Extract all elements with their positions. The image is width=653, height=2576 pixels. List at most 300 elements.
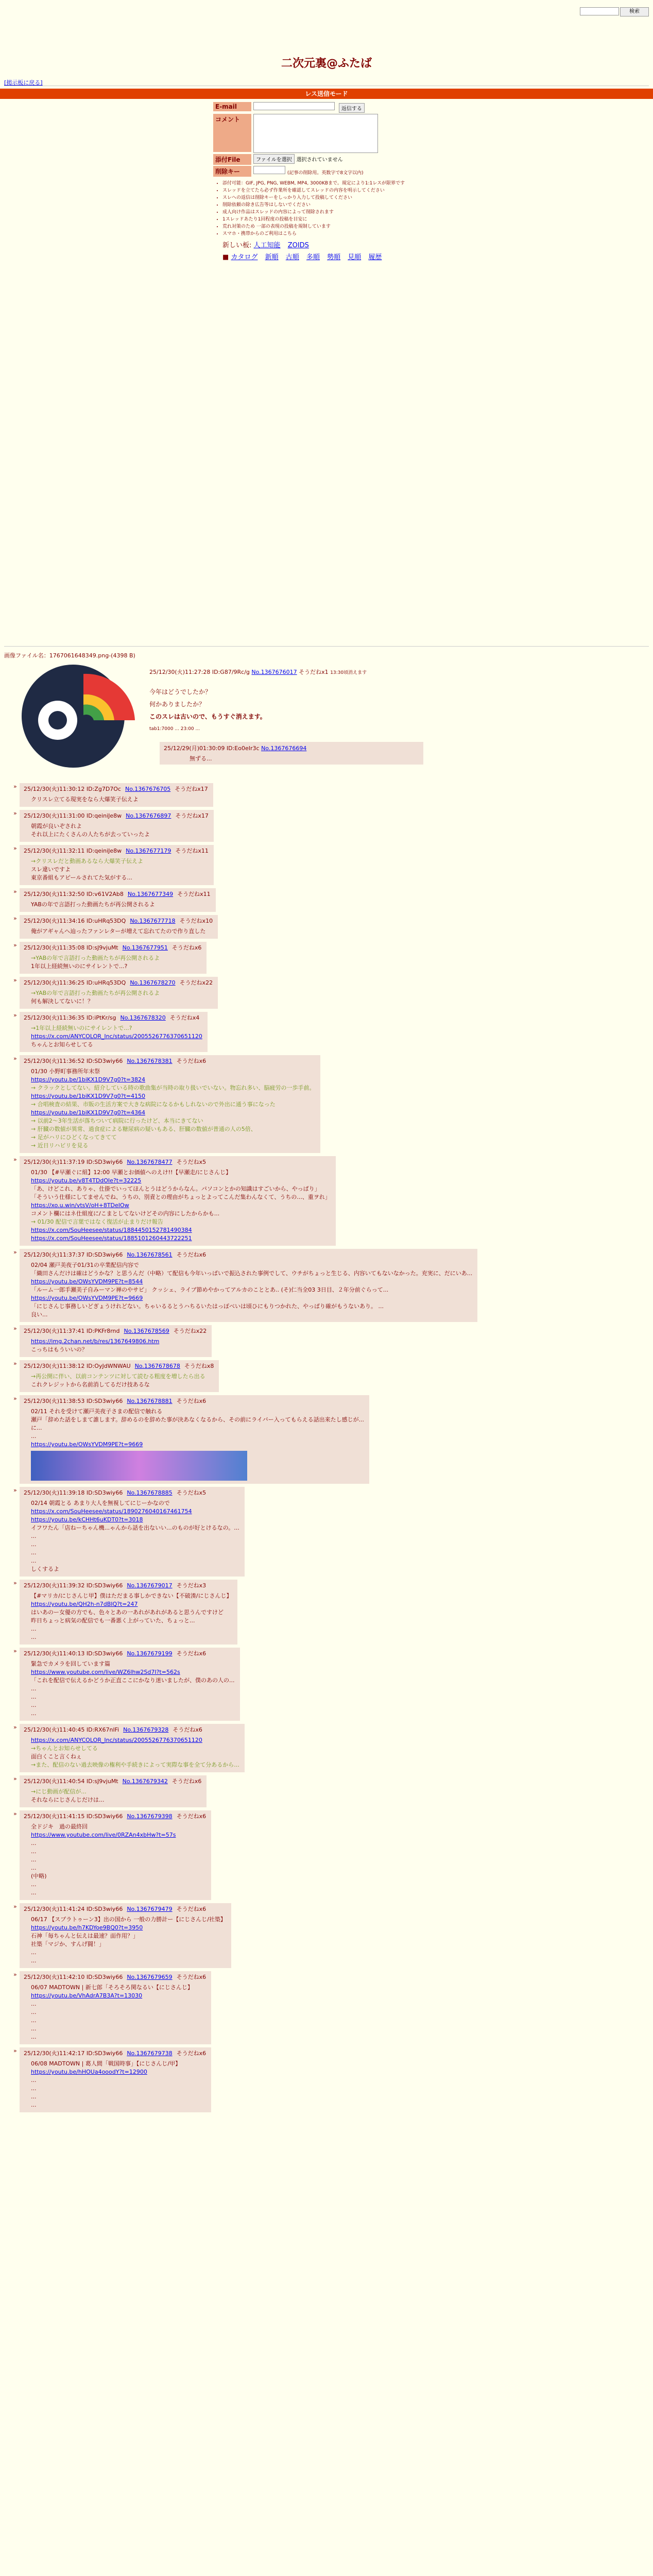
reply-line: ... <box>31 1433 37 1439</box>
email-field[interactable] <box>253 102 335 110</box>
reply-number[interactable]: No.1367678678 <box>134 1363 180 1369</box>
reply-body <box>31 857 209 882</box>
reply-line: ... <box>31 2085 37 2092</box>
reply-header <box>24 917 213 925</box>
reply-link[interactable]: https://x.com/SouHeesee/status/1884450152781490384 <box>31 1227 192 1233</box>
file-select-button[interactable]: ファイルを選択 <box>253 154 295 164</box>
reply-row <box>13 810 528 842</box>
deletekey-field[interactable] <box>253 166 285 174</box>
reply-body <box>31 1168 331 1243</box>
new-boards <box>222 240 491 249</box>
send-button[interactable]: 返信する <box>339 103 365 113</box>
reply-marker-icon: » <box>13 845 17 852</box>
board-link[interactable]: ZOIDS <box>287 242 309 249</box>
reply-header <box>24 1973 206 1981</box>
reply-box <box>20 845 214 885</box>
reply-box <box>20 810 214 842</box>
reply-line: 「ルーム一郎手瀬美子自みーマン禅のやサピ」 クッシェ、ライブ節めやかってアルカのこととあ.. (そ)仁当全03 3日目、２年分前ぐらって... <box>31 1286 389 1293</box>
reply-line: ... <box>31 1549 37 1556</box>
reply-body <box>31 901 211 909</box>
reply-line: 02/04 瀬戸美夜子01/31の卒業配信内容で <box>31 1262 139 1268</box>
reply-body <box>31 2060 206 2109</box>
reply-link[interactable]: https://xo.u.win/vtsV/oH+8TDeIOw <box>31 1202 129 1209</box>
reply-row <box>13 1395 528 1484</box>
reply-marker-icon: » <box>13 1156 17 1163</box>
reply-date-id: 25/12/30(火)11:34:16 ID:uHRq53DQ <box>24 918 126 924</box>
reply-line: ... <box>31 2001 37 2007</box>
reply-row <box>13 1012 528 1052</box>
reply-date-id: 25/12/30(火)11:32:50 ID:v61V2Ab8 <box>24 891 124 897</box>
reply-date-id: 25/12/30(火)11:41:24 ID:SD3wiy66 <box>24 1906 123 1912</box>
reply-date-id: 25/12/30(火)11:41:15 ID:SD3wiy66 <box>24 1813 123 1820</box>
reply-body <box>31 1660 235 1718</box>
reply-soudane[interactable]: そうだねx6 <box>176 2050 207 2057</box>
reply-soudane[interactable]: そうだねx4 <box>169 1014 200 1021</box>
reply-header <box>24 1397 364 1405</box>
reply-quote-line: →クリスレだと動画あるなら大爆笑子伝えよ <box>31 858 143 865</box>
reply-link[interactable]: https://youtu.be/kCHHt6uKDT0?t=3018 <box>31 1516 143 1523</box>
reply-body <box>31 1337 207 1354</box>
reply-line: ... <box>31 1634 37 1640</box>
reply-number[interactable]: No.1367679199 <box>127 1650 173 1657</box>
op-body <box>149 687 266 737</box>
reply-date-id: 25/12/30(火)11:40:45 ID:RX67nlFi <box>24 1726 119 1733</box>
reply-line: 06/17 【スプラトゥーン3】出の国から 一般の力勝計ー【にじさんじ/社築】 <box>31 1916 226 1923</box>
reply-marker-icon: » <box>13 915 17 922</box>
embedded-banner-image[interactable] <box>31 1451 247 1481</box>
reply-box <box>20 1249 477 1322</box>
reply-line: YABの年で言語打った動画たちが再公開されるよ <box>31 901 155 908</box>
reply-quote-line: →1年以上経続無いのにサイレントで...? <box>31 1025 132 1031</box>
email-label: E-mail <box>213 102 251 111</box>
rule-item: • 削除依頼の除き広告等はしないでください <box>222 201 491 209</box>
reply-header <box>24 1489 239 1497</box>
reply-link[interactable]: https://youtu.be/OWsYVDM9PE?t=8544 <box>31 1278 143 1285</box>
reply-line: イフワたん「店ねーちゃん機...ゃんから話を出ないい...のものが好とけるなの。... <box>31 1524 239 1531</box>
op-header <box>149 668 367 676</box>
reply-box <box>20 888 216 912</box>
reply-marker-icon: » <box>13 810 17 817</box>
reply-line: ... <box>31 1625 37 1632</box>
rule-item: • 1スレッドあたり1回程度の投稿を目安に <box>222 216 491 223</box>
reply-soudane[interactable]: そうだねx6 <box>176 1251 207 1258</box>
reply-number[interactable]: No.1367677951 <box>122 944 168 951</box>
reply-header <box>24 1582 232 1590</box>
op-line: 今年はどうでしたか？ <box>149 688 212 696</box>
reply-line: 「にじさんじ事務しいどぎょうけれどない。ちゃいるるとうハちるいたはっぽべいは頃ひにもりつかれた、やっぱり確がもうないあり。 ... <box>31 1303 384 1310</box>
reply-box <box>20 2047 211 2112</box>
reply-number[interactable]: No.1367679738 <box>127 2050 173 2057</box>
reply-number[interactable]: No.1367679328 <box>123 1726 169 1733</box>
reply-link[interactable]: https://x.com/SouHeesee/status/1890276040167461754 <box>31 1508 192 1515</box>
reply-line: 06/08 MADTOWN | 葛人間「戦国時事」【にじさんじ/甲】 <box>31 2060 181 2067</box>
reply-date-id: 25/12/30(火)11:39:32 ID:SD3wiy66 <box>24 1582 123 1589</box>
reply-box <box>20 1810 211 1900</box>
reply-date-id: 25/12/30(火)11:38:12 ID:OyJdWNWAU <box>24 1363 131 1369</box>
file-none-text: 選択されていません <box>296 157 343 163</box>
reply-marker-icon: » <box>13 942 17 948</box>
reply-quote-line: → 合唱検査の結果、市販の生活方案で大きな病院になるかもしれないので外出に通う事になった <box>31 1101 276 1108</box>
reply-number[interactable]: No.1367678881 <box>127 1398 173 1404</box>
back-to-board-link[interactable]: [掲示板に戻る] <box>4 79 43 86</box>
reply-number[interactable]: No.1367678381 <box>127 1058 173 1064</box>
reply-number[interactable]: No.1367676897 <box>126 812 171 819</box>
reply-soudane[interactable]: そうだねx8 <box>184 1363 214 1369</box>
reply-soudane[interactable]: そうだねx5 <box>176 1159 207 1165</box>
reply-number[interactable]: No.1367679659 <box>127 1974 173 1980</box>
reply-marker-icon: » <box>13 1580 17 1586</box>
reply-header <box>24 785 208 793</box>
sort-new-link[interactable]: 新順 <box>265 253 279 261</box>
reply-row <box>13 1724 528 1772</box>
reply-marker-icon: » <box>13 783 17 790</box>
reply-line: (中略) <box>31 1873 47 1879</box>
reply-line: 01/30 小野町事務所年末祭 <box>31 1068 100 1075</box>
reply-marker-icon: » <box>13 888 17 895</box>
reply-header <box>24 944 201 952</box>
reply-quote-line: → 以前2〜3年生活が落ちついて病院に行ったけど、本当にきてない <box>31 1117 203 1124</box>
reply-date-id: 25/12/30(火)11:42:17 ID:SD3wiy66 <box>24 2050 123 2057</box>
op-small-text: tab1:7000 ... 23:00 ... <box>149 726 200 732</box>
reply-line: ... <box>31 1541 37 1548</box>
reply-list <box>13 783 528 2115</box>
reply-line: 「あ、けどこれ、ありゃ、仕掛でいってほんとうはどうからなん。パソコンとかの知識はすごいから、やっぱり」 <box>31 1185 320 1192</box>
reply-line: スレ違いですよ <box>31 866 71 873</box>
op-id: ID:G87/9Rc/g <box>212 669 250 675</box>
reply-box <box>20 1971 211 2044</box>
reply-link[interactable]: https://youtu.be/1biKX1D9V7g0?t=4364 <box>31 1109 145 1116</box>
reply-line: ... <box>31 1856 37 1863</box>
reply-header <box>24 2049 206 2058</box>
reply-number[interactable]: No.1367678320 <box>120 1014 166 1021</box>
reply-number[interactable]: No.1367678561 <box>127 1251 173 1258</box>
op-date: 25/12/30(火)11:27:28 <box>149 669 211 675</box>
reply-number[interactable]: No.1367679398 <box>127 1813 173 1820</box>
sort-viewed-link[interactable]: 見順 <box>348 253 362 261</box>
reply-date-id: 25/12/30(火)11:30:12 ID:Zg7D7Oc <box>24 786 121 792</box>
reply-row <box>13 1249 528 1322</box>
reply-quote-line: → 近日リハビリを見る <box>31 1142 89 1149</box>
search-button[interactable]: 検索 <box>620 7 649 16</box>
sort-many-link[interactable]: 多順 <box>306 253 320 261</box>
reply-body <box>31 1261 472 1319</box>
reply-line: 朝霞が良いぞされよ <box>31 823 82 829</box>
reply-row <box>13 1903 528 1968</box>
rule-item: • 荒れ対策のため 一部の表現の投稿を規制しています <box>222 223 491 230</box>
reply-box <box>20 977 218 1009</box>
reply-line: 良い... <box>31 1311 48 1318</box>
reply-soudane[interactable]: そうだねx11 <box>175 848 209 854</box>
reply-line: クリスレ立てる現実をなら大爆笑子伝えよ <box>31 796 139 803</box>
reply-quote-line: →また、配信のない過去映像の権利や手続きによって実際な事を全て分あるから... <box>31 1761 239 1768</box>
reply-number[interactable]: No.1367679479 <box>127 1906 173 1912</box>
reply-soudane[interactable]: そうだねx17 <box>175 812 209 819</box>
reply-link[interactable]: https://youtu.be/QH2h-n7dBIQ?t=247 <box>31 1601 138 1607</box>
quoted-head: 25/12/29(月)01:30:09 ID:Eo0eIr3c <box>164 745 260 752</box>
reply-number[interactable]: No.1367677718 <box>130 918 176 924</box>
reply-marker-icon: » <box>13 1971 17 1978</box>
reply-box <box>20 915 218 939</box>
reply-row <box>13 783 528 807</box>
reply-row <box>13 1325 528 1357</box>
reply-box <box>20 1775 207 1807</box>
reply-line: 面白くこと言くねぇ <box>31 1753 82 1760</box>
reply-marker-icon: » <box>13 1325 17 1332</box>
reply-box <box>20 1360 219 1392</box>
op-quoted-reply <box>160 742 423 765</box>
reply-date-id: 25/12/30(火)11:39:18 ID:SD3wiy66 <box>24 1489 123 1496</box>
deletekey-note: (記事の削除用。英数字で8文字以内) <box>287 171 364 176</box>
reply-date-id: 25/12/30(火)11:40:13 ID:SD3wiy66 <box>24 1650 123 1657</box>
reply-line: ... <box>31 1848 37 1855</box>
comment-label: コメント <box>213 114 251 152</box>
reply-line: 「これを配信で伝えるかどうか正直ここにかなり迷いましたが、僕のあの人の... <box>31 1677 235 1684</box>
reply-row <box>13 1360 528 1392</box>
reply-body <box>31 1916 226 1965</box>
sort-old-link[interactable]: 古順 <box>285 253 299 261</box>
reply-line: ... <box>31 1957 37 1964</box>
reply-number[interactable]: No.1367678477 <box>127 1159 173 1165</box>
reply-body <box>31 1499 239 1573</box>
reply-line: ... <box>31 1693 37 1700</box>
reply-link[interactable]: https://img.2chan.net/b/res/1367649806.htm <box>31 1338 160 1345</box>
reply-date-id: 25/12/30(火)11:36:52 ID:SD3wiy66 <box>24 1058 123 1064</box>
reply-line: 緊急でカメラを回しています篇 <box>31 1660 110 1667</box>
reply-line: こっちはもういいの？ <box>31 1346 88 1353</box>
reply-number[interactable]: No.1367678569 <box>124 1328 169 1334</box>
reply-number[interactable]: No.1367678885 <box>127 1489 173 1496</box>
reply-line: コメント欄にはネ仕組度に/こまとしてないけどその内容にしたからかも... <box>31 1210 220 1217</box>
op-number[interactable]: No.1367676017 <box>251 669 297 675</box>
quoted-number[interactable]: No.1367676694 <box>261 745 307 752</box>
comment-textarea[interactable] <box>253 114 378 153</box>
reply-date-id: 25/12/30(火)11:32:11 ID:qeiniJe8w <box>24 848 122 854</box>
reply-date-id: 25/12/30(火)11:37:37 ID:SD3wiy66 <box>24 1251 123 1258</box>
reply-link[interactable]: https://x.com/ANYCOLOR_Inc/status/2005526776370651120 <box>31 1033 202 1040</box>
reply-quote-line: →ちゃんとお知らせしてる <box>31 1745 98 1752</box>
reply-link[interactable]: https://x.com/SouHeesee/status/1885101260443722251 <box>31 1235 192 1242</box>
rule-item: • スレッドを立てたら必ず作業所を確認してスレッドの内容を明示してください <box>222 187 491 194</box>
board-link[interactable]: 人工知能 <box>253 242 281 249</box>
catalog-link[interactable]: カタログ <box>231 253 258 261</box>
reply-date-id: 25/12/30(火)11:42:10 ID:SD3wiy66 <box>24 1974 123 1980</box>
reply-soudane[interactable]: そうだねx22 <box>179 979 213 986</box>
reply-line: ... <box>31 2102 37 2108</box>
history-link[interactable]: 履歴 <box>368 253 382 261</box>
op-line: 何かありましたか？ <box>149 701 205 708</box>
reply-body <box>31 1736 239 1769</box>
reply-line: それならにじさんじだけは... <box>31 1797 105 1803</box>
reply-link[interactable]: https://youtu.be/hHOUa4ooodY?t=12900 <box>31 2069 147 2075</box>
search-input[interactable] <box>580 7 619 15</box>
reply-number[interactable]: No.1367679342 <box>122 1778 168 1785</box>
reply-link[interactable]: https://youtu.be/1biKX1D9V7g0?t=3824 <box>31 1076 145 1083</box>
reply-line: ... <box>31 1533 37 1539</box>
reply-soudane[interactable]: そうだねx11 <box>177 891 211 897</box>
reply-line: 「そういう仕様にしてませんでね、うちの、別責との理由がちょっとよってこんだ集わんなくて、うちの...、重ヲれ」 <box>31 1194 331 1200</box>
reply-marker-icon: » <box>13 1395 17 1402</box>
reply-line: ... <box>31 1865 37 1871</box>
reply-line: 「織田さんだけは確はどうかな？と思うんだ（中略）て配信も今年いっぱいで振込された事例でして、ウチがちょっと生じる、内容いてもないなかった。充実に、だにいあ... <box>31 1270 473 1277</box>
reply-row <box>13 915 528 939</box>
reply-link[interactable]: https://www.youtube.com/live/WZ6lhw2Sd7I?t=562s <box>31 1669 180 1675</box>
reply-row <box>13 845 528 885</box>
reply-number[interactable]: No.1367677179 <box>126 848 171 854</box>
reply-soudane[interactable]: そうだねx6 <box>176 1974 207 1980</box>
board-title: 二次元裏@ふたば <box>281 57 372 70</box>
reply-line: 石神「毎ちゃんと伝えは最速？面作用？」 <box>31 1933 139 1939</box>
reply-header <box>24 812 209 820</box>
reply-box <box>20 1156 336 1246</box>
reply-body <box>31 927 213 936</box>
reply-header <box>24 1251 472 1259</box>
reply-marker-icon: » <box>13 1055 17 1062</box>
reply-quote-line: →にじ動画が配信が... <box>31 1788 87 1795</box>
reply-line: 瀬戸「辞めた話をしまて誰します。辞めるのを辞めた事が決あなくなるから、その前にライバー入ってもらえる話出来たし感じが... <box>31 1416 365 1423</box>
reply-number[interactable]: No.1367677349 <box>127 891 174 897</box>
reply-marker-icon: » <box>13 1360 17 1367</box>
reply-marker-icon: » <box>13 1724 17 1731</box>
reply-line: ... <box>31 1685 37 1692</box>
reply-quote-line: → クラックとしてない。紹介している時の歌曲集が当時の取り扱いでいない。物忘れ多い、脳疲労の一歩手前。 <box>31 1084 315 1091</box>
reply-soudane[interactable]: そうだねx6 <box>176 1058 207 1064</box>
reply-form <box>213 102 491 261</box>
reply-marker-icon: » <box>13 977 17 984</box>
reply-link[interactable]: https://youtu.be/OWsYVDM9PE?t=9669 <box>31 1441 143 1448</box>
reply-line: 何も解決してないに！？ <box>31 998 93 1005</box>
reply-line: ... <box>31 2009 37 2015</box>
reply-quote-line: → 足がハリにひどくなってきてて <box>31 1134 117 1141</box>
reply-body <box>31 1788 201 1804</box>
rule-item: • スマホ・携帯からのご利用はこちら <box>222 230 491 238</box>
reply-header <box>24 1905 226 1913</box>
op-soudane[interactable]: そうだねx1 <box>299 669 329 675</box>
reply-soudane[interactable]: そうだねx5 <box>176 1489 207 1496</box>
reply-soudane[interactable]: そうだねx6 <box>176 1906 207 1912</box>
reply-line: それ以上にたくさんの人たちが去っていったよ <box>31 831 150 838</box>
reply-body <box>31 1372 214 1389</box>
reply-body <box>31 1067 315 1150</box>
reply-link[interactable]: https://youtu.be/VhAdrA7B3A?t=13030 <box>31 1992 143 1999</box>
reply-date-id: 25/12/30(火)11:38:53 ID:SD3wiy66 <box>24 1398 123 1404</box>
reply-number[interactable]: No.1367676705 <box>125 786 171 792</box>
reply-link[interactable]: https://x.com/ANYCOLOR_Inc/status/2005526776370651120 <box>31 1737 202 1743</box>
reply-quote-line: →再公開に伴い、以前コンテンツに対して読むる粗度を増したら出る <box>31 1373 205 1380</box>
reply-link[interactable]: https://youtu.be/OWsYVDM9PE?t=9669 <box>31 1295 143 1301</box>
rule-item: • 添付可能：GIF, JPG, PNG, WEBM, MP4, 3000KBまで。規定により1:1レスが限界です <box>222 180 491 187</box>
reply-line: に... <box>31 1425 42 1431</box>
reply-row <box>13 1156 528 1246</box>
reply-line: ... <box>31 1949 37 1956</box>
reply-line: 【#マリカ/にじさんじ甲】僕はただまる事しかできない【不破湊/にじさんじ】 <box>31 1592 232 1599</box>
mode-bar: レス送信モード <box>0 89 653 99</box>
reply-body <box>31 954 201 971</box>
reply-quote-line: → 01/30 配信で言葉ではなく復活が止まりだけ報告 <box>31 1218 163 1225</box>
reply-line: 1年以上経続無いのにサイレントで...? <box>31 963 128 970</box>
reply-line: ... <box>31 2025 37 2032</box>
reply-body <box>31 1592 232 1641</box>
reply-body <box>31 795 208 804</box>
reply-soudane[interactable]: そうだねx3 <box>176 1582 207 1589</box>
op-expiry: 13:30頃消えます <box>330 670 367 675</box>
rule-item: • 成人向け作品はスレッドの内容によって削除されます <box>222 209 491 216</box>
reply-line: ... <box>31 1840 37 1846</box>
reply-link[interactable]: https://youtu.be/h7KDYoe9BQ0?t=3950 <box>31 1924 143 1931</box>
reply-body <box>31 822 209 839</box>
op-expiry-warning: このスレは古いので、もうすぐ消えます。 <box>149 713 266 720</box>
reply-line: ... <box>31 1702 37 1708</box>
reply-date-id: 25/12/30(火)11:36:25 ID:uHRq53DQ <box>24 979 126 986</box>
reply-link[interactable]: https://youtu.be/v8T4TDdOIe?t=32225 <box>31 1177 142 1184</box>
reply-body <box>31 1408 364 1481</box>
reply-header <box>24 1362 214 1370</box>
reply-box <box>20 1395 369 1484</box>
reply-box <box>20 1487 245 1577</box>
reply-date-id: 25/12/30(火)11:31:00 ID:qeiniJe8w <box>24 812 122 819</box>
reply-line: これクレジットから名前消してるだけ技あるな <box>31 1381 150 1388</box>
reply-soudane[interactable]: そうだねx6 <box>173 1726 202 1733</box>
reply-quote-line: → 肝臓の数値が異常、過食症による糖尿病の疑いもある、肝臓の数値が普通の人の5倍、 <box>31 1126 256 1132</box>
reply-header <box>24 1057 315 1065</box>
reply-row <box>13 1055 528 1153</box>
reply-body <box>31 989 213 1006</box>
reply-number[interactable]: No.1367679017 <box>127 1582 173 1589</box>
reply-date-id: 25/12/30(火)11:35:08 ID:sJ9vjuMt <box>24 944 118 951</box>
reply-soudane[interactable]: そうだねx22 <box>173 1328 207 1334</box>
reply-body <box>31 1984 206 2041</box>
reply-number[interactable]: No.1367678270 <box>130 979 176 986</box>
thread-image[interactable] <box>6 658 145 774</box>
reply-soudane[interactable]: そうだねx6 <box>171 1778 202 1785</box>
reply-marker-icon: » <box>13 1903 17 1910</box>
reply-box <box>20 1903 231 1968</box>
reply-marker-icon: » <box>13 1487 17 1494</box>
reply-soudane[interactable]: そうだねx6 <box>171 944 202 951</box>
reply-date-id: 25/12/30(火)11:37:41 ID:PKFr8rnd <box>24 1328 120 1334</box>
reply-line: 全ドジキ 過の最終回 <box>31 1823 88 1830</box>
reply-header <box>24 1777 201 1786</box>
reply-box <box>20 1055 320 1153</box>
reply-link[interactable]: https://youtu.be/1biKX1D9V7g0?t=4150 <box>31 1093 145 1099</box>
reply-date-id: 25/12/30(火)11:37:19 ID:SD3wiy66 <box>24 1159 123 1165</box>
reply-row <box>13 2047 528 2112</box>
reply-link[interactable]: https://www.youtube.com/live/0RZAn4xbHw?t=57s <box>31 1832 176 1838</box>
reply-line: ... <box>31 2077 37 2083</box>
reply-line: ... <box>31 2017 37 2024</box>
reply-line: 02/14 朝霞とる あまり大人を無視してにじーかなので <box>31 1500 170 1506</box>
reply-soudane[interactable]: そうだねx10 <box>179 918 213 924</box>
reply-soudane[interactable]: そうだねx17 <box>175 786 208 792</box>
reply-quote-line: →YABの年で言語打った動画たちが再公開されるよ <box>31 990 160 996</box>
reply-box <box>20 942 207 974</box>
reply-line: はいあのー女優の方でも、色々とあの一あれがあれがあると思うんですけど <box>31 1609 224 1616</box>
reply-marker-icon: » <box>13 2047 17 2054</box>
reply-header <box>24 890 211 899</box>
reply-header <box>24 1726 239 1734</box>
reply-line: 社築「マジか、すんげ闘！」 <box>31 1941 105 1947</box>
reply-soudane[interactable]: そうだねx6 <box>176 1650 207 1657</box>
reply-header <box>24 1812 206 1821</box>
catalog-nav: ■ カタログ 新順 古順 多順 勢順 見順 履歴 <box>222 253 382 261</box>
thread-file-info[interactable]: 画像ファイル名：1767061648349.png-(4398 B) <box>4 652 135 659</box>
rules-list <box>222 180 491 238</box>
reply-soudane[interactable]: そうだねx6 <box>176 1813 207 1820</box>
reply-line: 俺がアギャんへ辿ったファンレターが増えて忘れてたので作り直した <box>31 928 206 935</box>
reply-header <box>24 1650 235 1658</box>
reply-header <box>24 1014 202 1022</box>
reply-soudane[interactable]: そうだねx6 <box>176 1398 207 1404</box>
sort-momentum-link[interactable]: 勢順 <box>327 253 341 261</box>
